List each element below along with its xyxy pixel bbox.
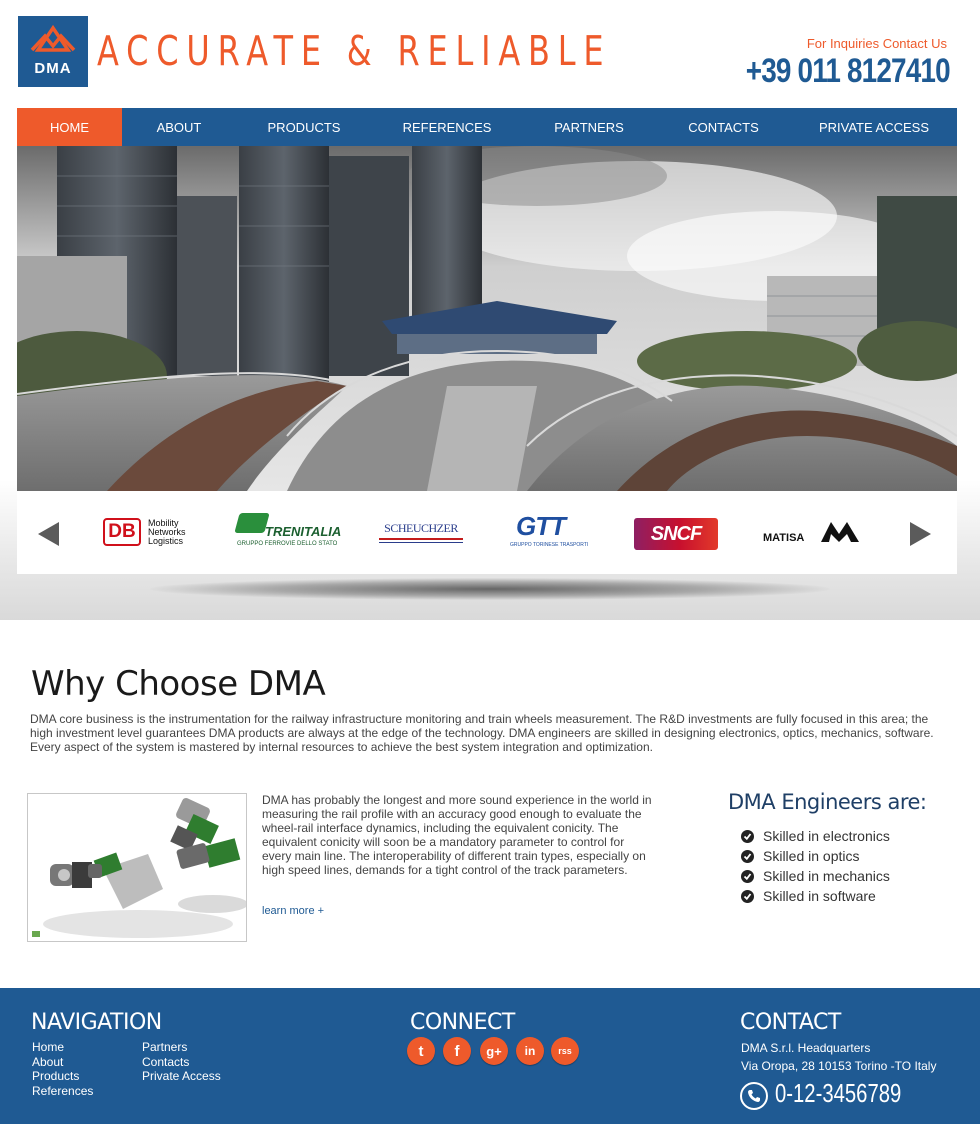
footer-phone[interactable]: 0-12-3456789 xyxy=(775,1078,902,1108)
trenitalia-text: TRENITALIA xyxy=(265,524,342,539)
carousel-next-icon[interactable] xyxy=(910,522,931,546)
db-line-1: Mobility xyxy=(148,518,179,528)
check-icon xyxy=(741,870,754,883)
footer-link-contacts[interactable]: Contacts xyxy=(142,1054,190,1069)
footer xyxy=(0,988,980,1124)
gtt-text: GTT xyxy=(516,511,565,541)
google-plus-icon[interactable]: g+ xyxy=(480,1037,508,1065)
linkedin-icon[interactable]: in xyxy=(516,1037,544,1065)
partner-logo-sncf[interactable] xyxy=(634,511,718,551)
device-3 xyxy=(50,862,92,888)
logo-text: DMA xyxy=(34,60,72,77)
nav-item-about[interactable]: ABOUT xyxy=(156,119,202,135)
check-icon xyxy=(741,890,754,903)
footer-link-private-access[interactable]: Private Access xyxy=(142,1069,221,1083)
device-1 xyxy=(170,797,219,851)
carousel-shadow xyxy=(150,578,830,600)
skill-label: Skilled in software xyxy=(763,888,876,904)
check-icon xyxy=(741,850,754,863)
matisa-mark-icon xyxy=(821,522,859,542)
twitter-icon[interactable]: t xyxy=(407,1037,435,1065)
db-line-3: Logistics xyxy=(148,536,184,546)
db-mark: DB xyxy=(103,518,141,546)
db-line-2: Networks xyxy=(148,527,186,537)
tagline: ACCURATE & RELIABLE xyxy=(97,27,612,75)
skill-label: Skilled in optics xyxy=(763,848,860,864)
hero-railway-scene xyxy=(17,146,957,491)
main-nav xyxy=(17,108,957,146)
footer-link-references[interactable]: References xyxy=(32,1083,94,1098)
rss-icon[interactable]: rss xyxy=(551,1037,579,1065)
skill-label: Skilled in mechanics xyxy=(763,868,890,884)
product-photo[interactable] xyxy=(27,793,247,942)
footer-link-products[interactable]: Products xyxy=(32,1069,80,1083)
footer-nav-title: NAVIGATION xyxy=(31,1010,162,1035)
skill-item xyxy=(741,826,890,846)
gtt-sub: GRUPPO TORINESE TRASPORTI xyxy=(510,542,589,548)
footer-address-line-2: Via Oropa, 28 10153 Torino -TO Italy xyxy=(741,1059,937,1073)
scheuchzer-text: SCHEUCHZER xyxy=(384,521,458,535)
check-icon xyxy=(741,830,754,843)
skill-item xyxy=(741,886,890,906)
nav-item-partners[interactable]: PARTNERS xyxy=(554,119,624,135)
partner-logo-matisa[interactable] xyxy=(763,511,859,551)
engineers-title: DMA Engineers are: xyxy=(728,790,927,814)
experience-text: DMA has probably the longest and more sound experience in the world in measuring the rail profile with an accuracy good enough to evaluate the wheel-rail interface dynamics, including the equivalent conicity. The equivalent conicity will soon be a mandatory parameter to control for every main line. The interoperability of different train types, especially on high speed lines, demands for a tight control of the track parameters. xyxy=(262,793,652,877)
footer-nav-col-1 xyxy=(32,1040,93,1098)
nav-item-contacts[interactable]: CONTACTS xyxy=(688,119,759,135)
footer-link-home[interactable]: Home xyxy=(32,1040,65,1054)
footer-connect-title: CONNECT xyxy=(410,1010,515,1035)
measurement-devices-image xyxy=(28,794,247,942)
partner-logo-scheuchzer[interactable] xyxy=(379,511,463,551)
skill-item xyxy=(741,846,890,866)
logo-mark-icon xyxy=(28,22,78,56)
inquiries-text: For Inquiries Contact Us xyxy=(806,36,947,51)
trenitalia-sub: GRUPPO FERROVIE DELLO STATO xyxy=(237,541,338,547)
skill-label: Skilled in electronics xyxy=(763,828,890,844)
partner-logo-trenitalia[interactable] xyxy=(235,511,342,551)
partners-carousel xyxy=(17,491,957,574)
why-text: DMA core business is the instrumentation for the railway infrastructure monitoring and train wheels measurement. The R&D investments are fully focused in this area; the high investment level guarantees DMA products are always at the edge of the technology. DMA engineers are skilled in designing electronics, optics, mechanics, software. Every aspect of the system is mastered by internal resources to achieve the best system integration and optimization. xyxy=(30,712,934,754)
skill-item xyxy=(741,866,890,886)
hero-image xyxy=(17,146,957,491)
why-title: Why Choose DMA xyxy=(31,664,326,704)
phone-icon xyxy=(740,1082,768,1110)
facebook-icon[interactable]: f xyxy=(443,1037,471,1065)
nav-item-private-access[interactable]: PRIVATE ACCESS xyxy=(818,119,930,135)
footer-contact-title: CONTACT xyxy=(740,1010,841,1035)
footer-nav-col-2 xyxy=(142,1040,221,1084)
nav-item-home[interactable]: HOME xyxy=(17,108,122,146)
scheuchzer-underline xyxy=(379,538,463,540)
footer-address-line-1: DMA S.r.l. Headquarters xyxy=(741,1041,871,1055)
partner-logo-db[interactable] xyxy=(103,511,195,551)
device-4 xyxy=(88,852,163,909)
engineers-skills-list xyxy=(741,826,890,906)
nav-item-references[interactable]: REFERENCES xyxy=(402,119,492,135)
learn-more-link[interactable]: learn more + xyxy=(262,905,325,917)
matisa-text: MATISA xyxy=(763,532,805,544)
db-text xyxy=(148,519,186,546)
sncf-text: SNCF xyxy=(634,518,718,550)
partner-logo-gtt[interactable] xyxy=(510,511,589,551)
footer-link-partners[interactable]: Partners xyxy=(142,1040,188,1054)
carousel-prev-icon[interactable] xyxy=(38,522,59,546)
nav-item-products[interactable]: PRODUCTS xyxy=(267,119,341,135)
footer-link-about[interactable]: About xyxy=(32,1054,64,1069)
scheuchzer-underline-2 xyxy=(379,542,463,543)
header-phone[interactable]: +39 011 8127410 xyxy=(745,52,950,90)
dma-logo[interactable] xyxy=(18,16,88,87)
